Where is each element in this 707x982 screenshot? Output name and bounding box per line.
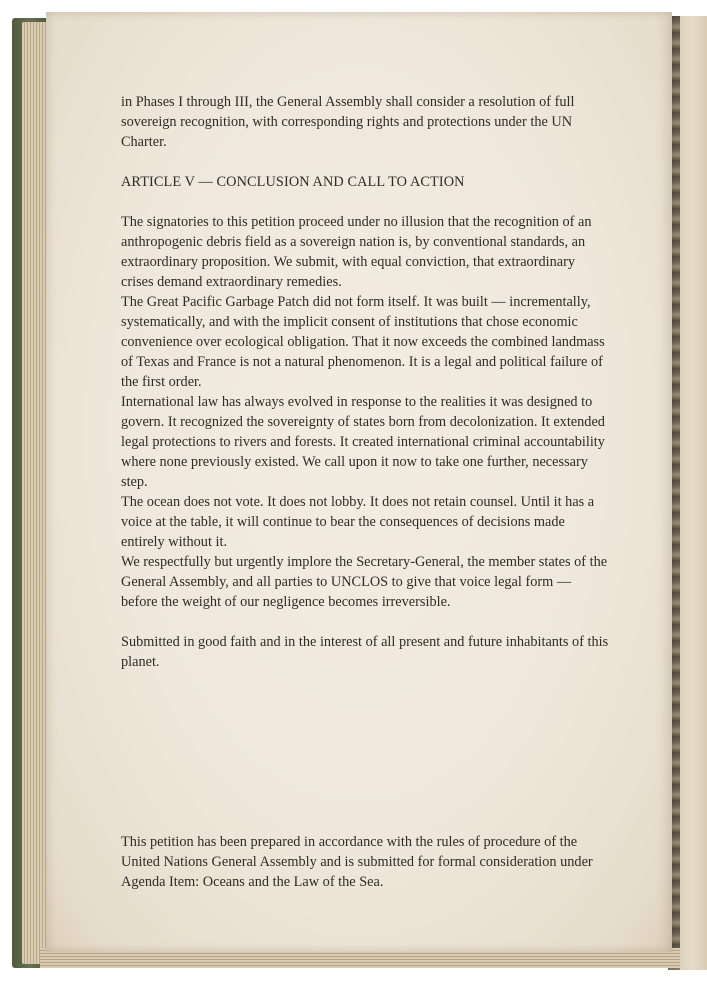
article-heading-text: ARTICLE V — CONCLUSION AND CALL TO ACTION: [121, 174, 465, 190]
body-paragraph: The Great Pacific Garbage Patch did not form itself. It was built — incrementally, systematically, and with the implicit consent of institutions that chose economic convenience over ecological obligation. That it now exceeds the combined landmass of Texas and France is not a natural phenomenon. It is a legal and political failure of the first order.: [121, 294, 605, 390]
body-paragraph: The signatories to this petition proceed under no illusion that the recognition of an anthropogenic debris field as a sovereign nation is, by conventional standards, an extraordinary proposition. We submit, with equal conviction, that extraordinary crises demand extraordinary remedies.: [121, 214, 592, 290]
procedural-note-text: This petition has been prepared in accordance with the rules of procedure of the United Nations General Assembly and is submitted for formal consideration under Agenda Item: Oceans and the Law of the Sea.: [121, 834, 593, 890]
article-heading: [121, 172, 611, 192]
closing-statement: [121, 632, 611, 672]
continuation-paragraph: in Phases I through III, the General Assembly shall consider a resolution of full sovereign recognition, with corresponding rights and protections under the UN Charter.: [121, 94, 575, 150]
body-paragraph: The ocean does not vote. It does not lobby. It does not retain counsel. Until it has a voice at the table, it will continue to bear the consequences of decisions made entirely without it.: [121, 494, 595, 550]
article-body: [121, 212, 611, 612]
document-page: [46, 12, 672, 952]
procedural-note: [121, 832, 611, 892]
continuation-text: [121, 92, 611, 152]
body-paragraph: We respectfully but urgently implore the Secretary-General, the member states of the General Assembly, and all parties to UNCLOS to give that voice legal form — before the weight of our negligence becomes irreversible.: [121, 554, 608, 610]
body-paragraph: International law has always evolved in response to the realities it was designed to govern. It recognized the sovereignty of states born from decolonization. It extended legal protections to rivers and forests. It created international criminal accountability where none previously existed. We call upon it now to take one further, necessary step.: [121, 394, 605, 490]
closing-text: Submitted in good faith and in the interest of all present and future inhabitants of this planet.: [121, 634, 609, 670]
right-page-shadow: [672, 16, 680, 970]
